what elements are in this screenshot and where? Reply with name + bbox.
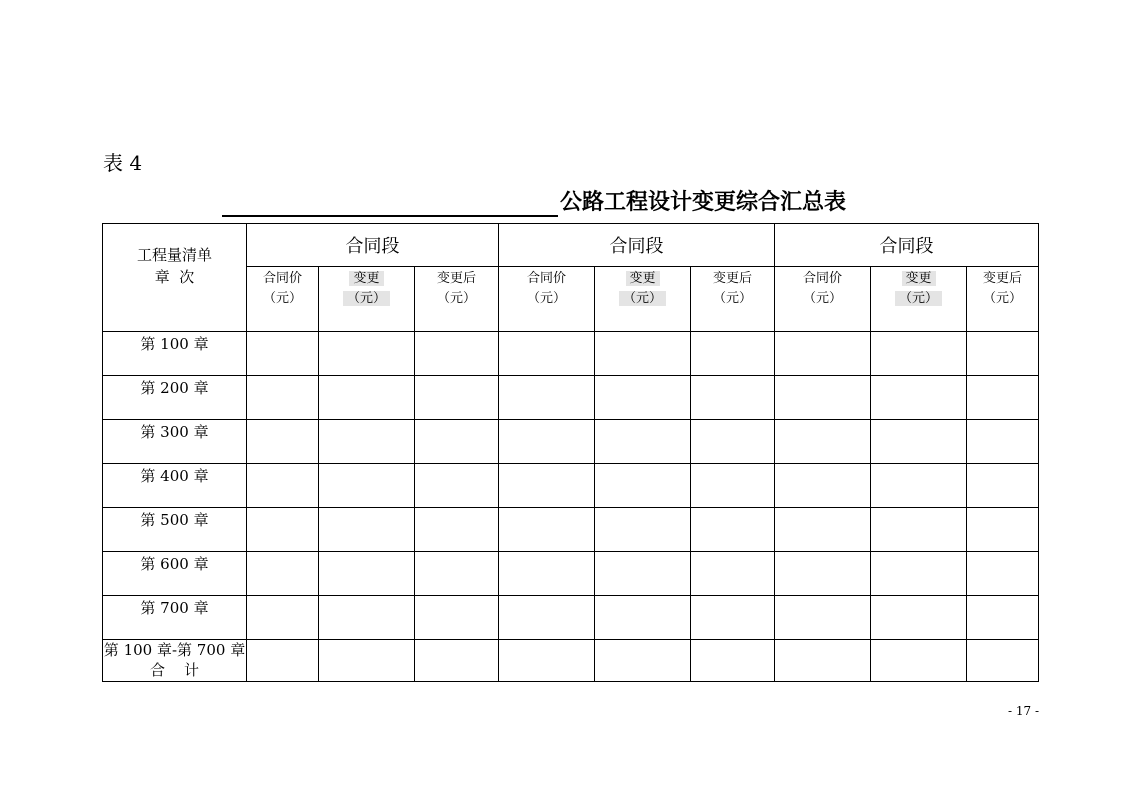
row-label: 第 500 章 [103, 508, 247, 552]
total-row-label [103, 640, 247, 682]
table-cell [871, 420, 967, 464]
header-subcolumn-line2: （元） [619, 291, 666, 306]
table-cell [319, 508, 415, 552]
table-cell [595, 464, 691, 508]
table-row [103, 420, 1039, 464]
table-cell [775, 640, 871, 682]
table-cell [775, 508, 871, 552]
row-label: 第 700 章 [103, 596, 247, 640]
table-cell [247, 552, 319, 596]
title-block [222, 185, 846, 217]
table-cell [871, 464, 967, 508]
table-cell [499, 640, 595, 682]
table-cell [499, 596, 595, 640]
table-cell [415, 464, 499, 508]
header-subcolumn-line1: 合同价 [803, 271, 843, 286]
row-label: 第 600 章 [103, 552, 247, 596]
table-cell [499, 420, 595, 464]
table-cell [319, 640, 415, 682]
table-cell [595, 332, 691, 376]
table-row-total [103, 640, 1039, 682]
header-subcolumn-3-1 [775, 267, 871, 332]
table-cell [499, 332, 595, 376]
header-subcolumn-line1: 变更后 [437, 271, 477, 286]
table-cell [319, 420, 415, 464]
table-cell [691, 640, 775, 682]
row-label: 第 400 章 [103, 464, 247, 508]
table-cell [691, 552, 775, 596]
header-subcolumn-line2: （元） [713, 291, 753, 306]
table-cell [967, 376, 1039, 420]
table-cell [595, 640, 691, 682]
table-cell [595, 552, 691, 596]
table-cell [871, 332, 967, 376]
table-cell [415, 596, 499, 640]
table-cell [319, 376, 415, 420]
table-row [103, 464, 1039, 508]
table-cell [871, 508, 967, 552]
table-cell [871, 376, 967, 420]
header-subcolumn-line1: 合同价 [527, 271, 567, 286]
header-row-groups [103, 224, 1039, 267]
table-row [103, 508, 1039, 552]
header-subcolumn-line1: 变更后 [983, 271, 1023, 286]
header-subcolumn-line2: （元） [895, 291, 942, 306]
table-cell [499, 508, 595, 552]
table-cell [595, 508, 691, 552]
table-cell [967, 552, 1039, 596]
table-cell [967, 640, 1039, 682]
summary-table [102, 223, 1039, 682]
row-label: 第 200 章 [103, 376, 247, 420]
table-cell [247, 332, 319, 376]
table-cell [247, 420, 319, 464]
total-row-label-line1: 第 100 章-第 700 章 [103, 641, 246, 659]
table-cell [775, 596, 871, 640]
table-cell [691, 376, 775, 420]
table-cell [967, 596, 1039, 640]
table-cell [691, 464, 775, 508]
header-subcolumn-1-2 [319, 267, 415, 332]
header-subcolumn-line1: 合同价 [262, 271, 302, 286]
table-cell [247, 508, 319, 552]
header-row-label-cell [103, 224, 247, 332]
header-subcolumn-2-3 [691, 267, 775, 332]
table-cell [691, 420, 775, 464]
table-row [103, 552, 1039, 596]
table-cell [775, 552, 871, 596]
table-cell [247, 464, 319, 508]
table-cell [775, 464, 871, 508]
header-subcolumn-line2: （元） [803, 291, 843, 306]
header-subcolumn-line2: （元） [983, 291, 1023, 306]
header-group-2: 合同段 [499, 224, 775, 267]
table-cell [595, 376, 691, 420]
table-cell [499, 464, 595, 508]
header-subcolumn-line1: 变更 [626, 271, 660, 286]
header-subcolumn-line2: （元） [262, 291, 302, 306]
table-cell [319, 464, 415, 508]
table-cell [499, 376, 595, 420]
table-cell [319, 596, 415, 640]
table-cell [415, 376, 499, 420]
table-cell [247, 596, 319, 640]
header-subcolumn-line2: （元） [437, 291, 477, 306]
header-subcolumn-line2: （元） [343, 291, 390, 306]
header-subcolumn-line1: 变更后 [713, 271, 753, 286]
header-subcolumn-line1: 变更 [349, 271, 383, 286]
table-cell [967, 508, 1039, 552]
table-cell [415, 508, 499, 552]
table-cell [691, 332, 775, 376]
table-cell [319, 552, 415, 596]
page-title: 公路工程设计变更综合汇总表 [560, 189, 847, 215]
header-subcolumn-3-3 [967, 267, 1039, 332]
table-cell [691, 596, 775, 640]
table-cell [247, 640, 319, 682]
header-subcolumn-2-2 [595, 267, 691, 332]
header-subcolumn-1-1 [247, 267, 319, 332]
header-group-1: 合同段 [247, 224, 499, 267]
table-cell [319, 332, 415, 376]
table-cell [871, 596, 967, 640]
table-cell [691, 508, 775, 552]
table-cell [967, 420, 1039, 464]
header-group-3: 合同段 [775, 224, 1039, 267]
table-cell [595, 596, 691, 640]
header-subcolumn-line2: （元） [527, 291, 567, 306]
table-label: 表 4 [103, 151, 143, 175]
table-cell [415, 420, 499, 464]
table-cell [415, 552, 499, 596]
header-row-label-line2: 章 次 [154, 268, 195, 286]
header-subcolumn-line1: 变更 [902, 271, 936, 286]
header-subcolumn-1-3 [415, 267, 499, 332]
table-row [103, 376, 1039, 420]
table-cell [871, 552, 967, 596]
header-row-label-line1: 工程量清单 [136, 246, 212, 264]
total-row-label-line2: 合 计 [149, 661, 200, 679]
table-row [103, 596, 1039, 640]
table-cell [967, 332, 1039, 376]
table-cell [499, 552, 595, 596]
table-cell [967, 464, 1039, 508]
title-blank-line [222, 185, 558, 217]
table-body [103, 332, 1039, 682]
table-cell [871, 640, 967, 682]
table-cell [595, 420, 691, 464]
table-cell [415, 332, 499, 376]
table-cell [247, 376, 319, 420]
table-row [103, 332, 1039, 376]
table-cell [775, 332, 871, 376]
table-cell [775, 420, 871, 464]
row-label: 第 300 章 [103, 420, 247, 464]
row-label: 第 100 章 [103, 332, 247, 376]
table-cell [775, 376, 871, 420]
header-subcolumn-3-2 [871, 267, 967, 332]
header-subcolumn-2-1 [499, 267, 595, 332]
table-cell [415, 640, 499, 682]
page-number: - 17 - [1008, 704, 1040, 718]
